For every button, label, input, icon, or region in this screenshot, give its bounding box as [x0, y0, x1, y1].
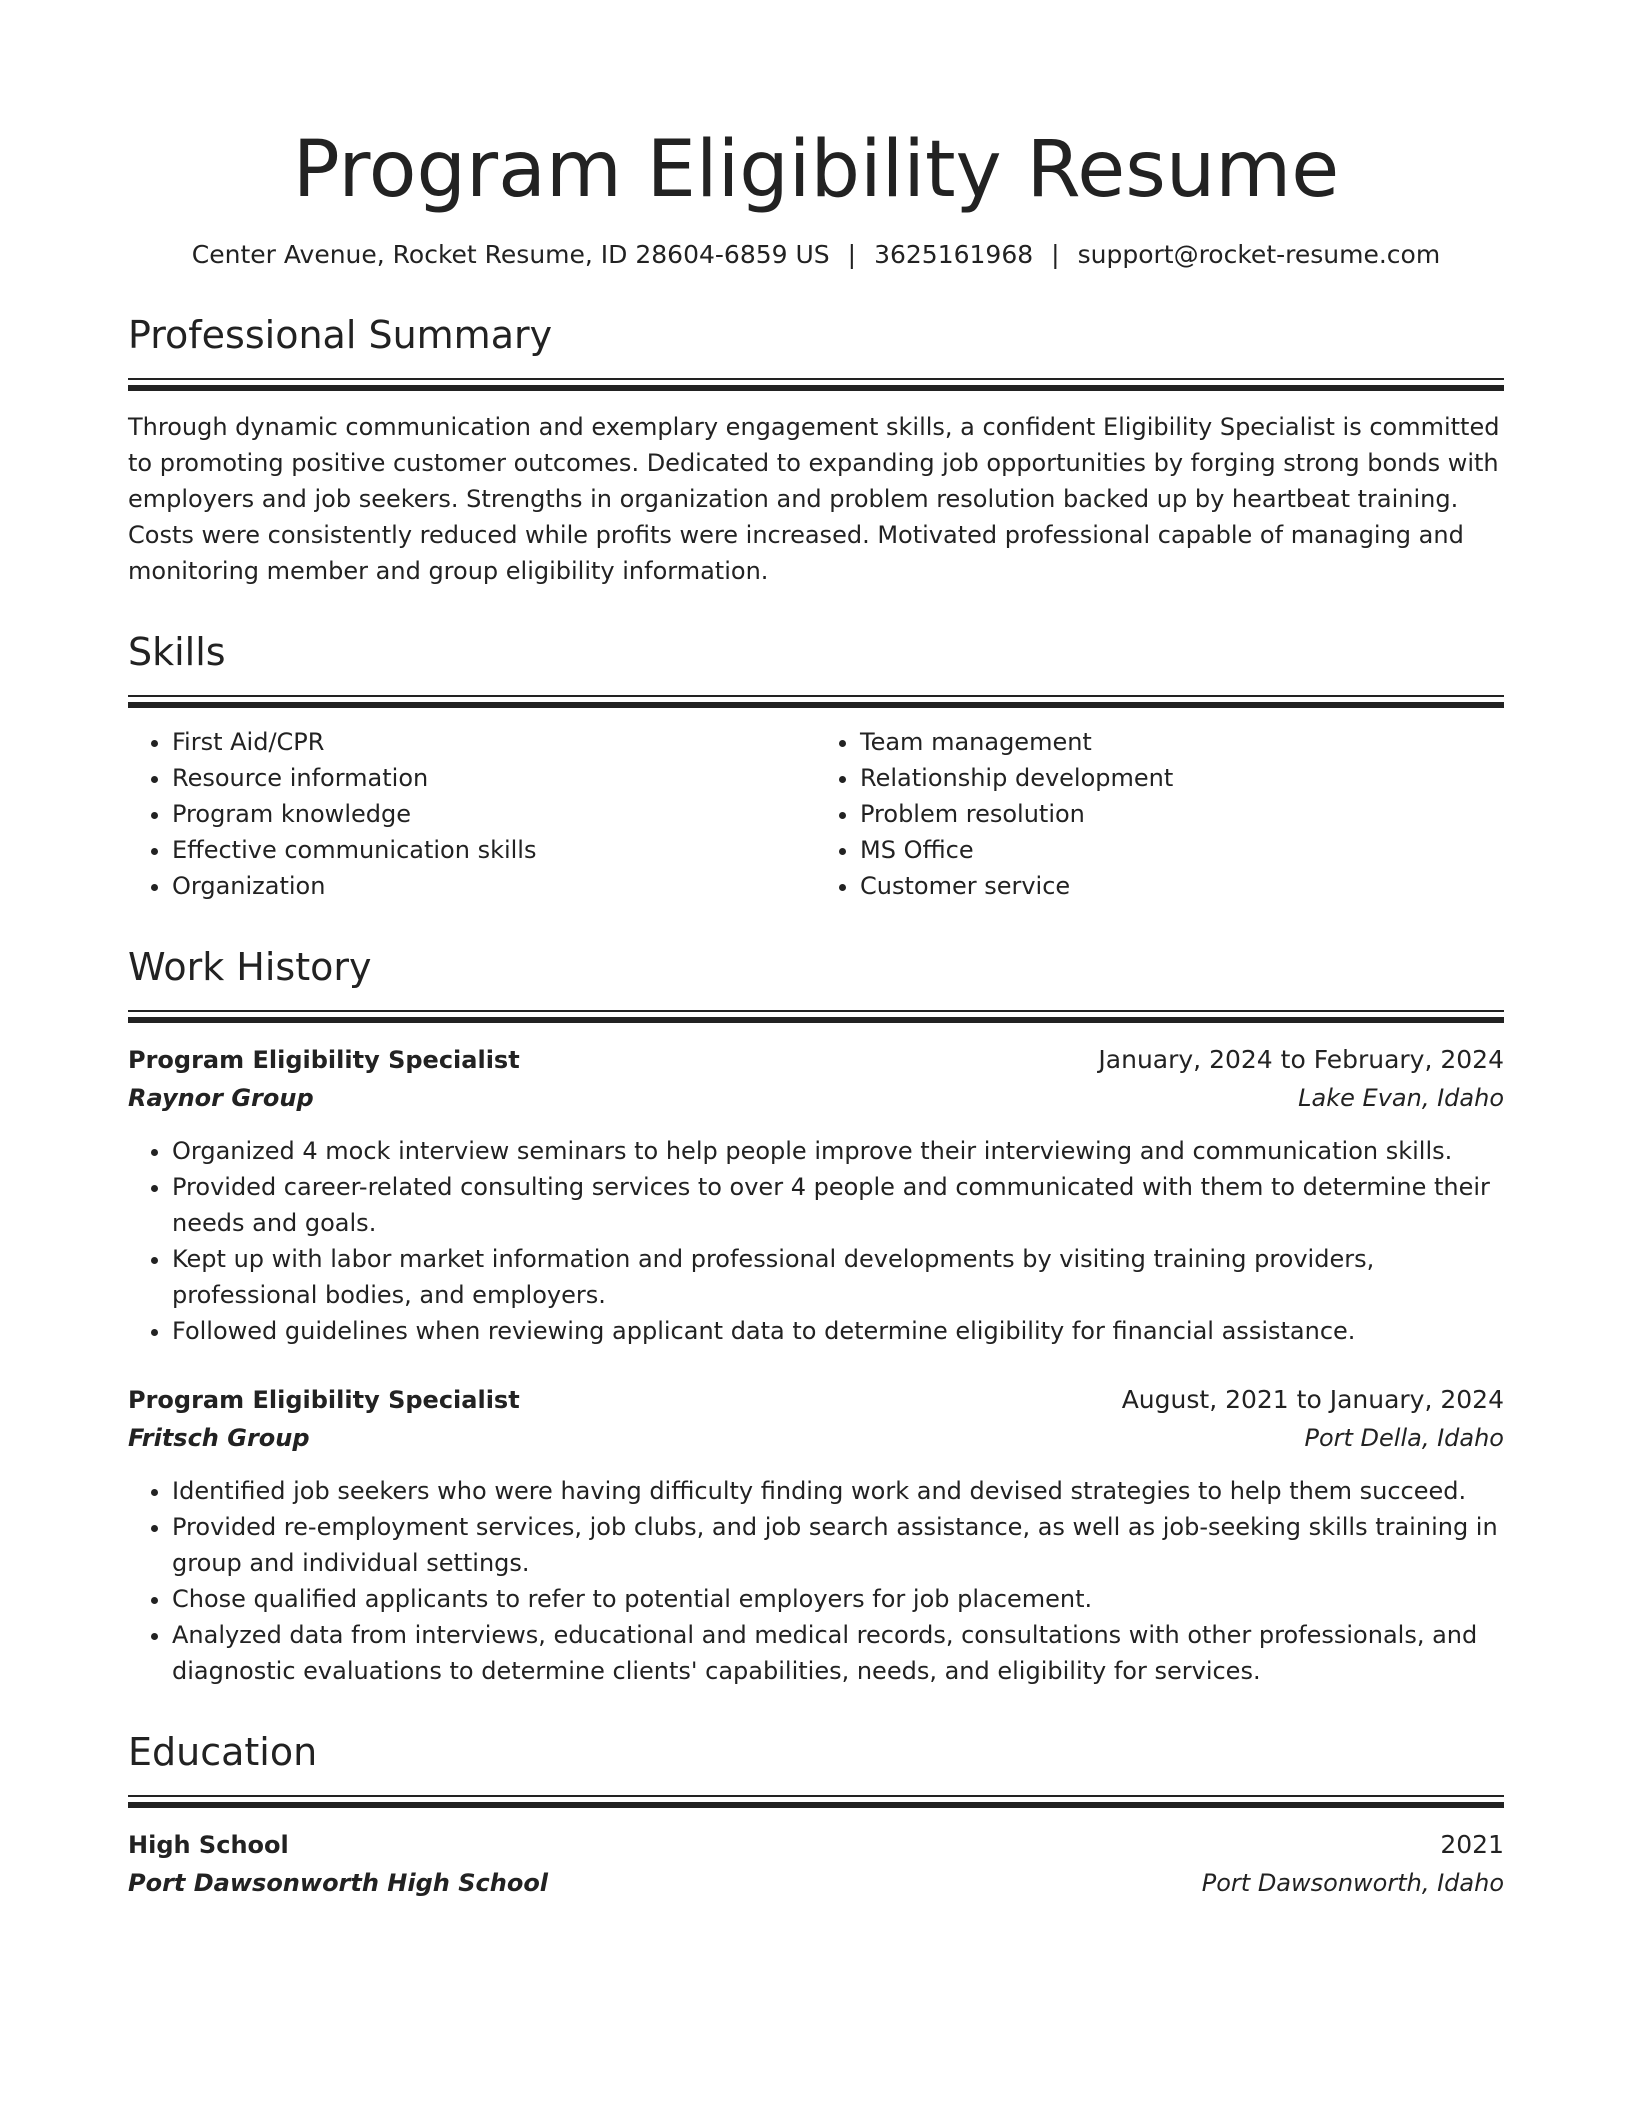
skills-section-header [128, 627, 1504, 708]
skill-item: • Effective communication skills [172, 832, 816, 868]
resume-name: Program Eligibility Resume [292, 125, 1340, 215]
contact-separator: | [847, 240, 857, 269]
summary-section-title: Professional Summary [128, 313, 553, 357]
job-company: Fritsch Group [128, 1424, 310, 1452]
section-divider [128, 378, 1504, 391]
education-section-title: Education [128, 1730, 318, 1774]
contact-line [128, 238, 1504, 272]
job-header-row [128, 1041, 1504, 1079]
education-header-row [128, 1826, 1504, 1864]
skills-column-left [128, 724, 816, 904]
skill-item: • Organization [172, 868, 816, 904]
job-bullet: • Kept up with labor market information and professional developments by visiting training providers, professional bodies, and employers. [172, 1241, 1504, 1313]
skills-section-title: Skills [128, 630, 226, 674]
summary-text: Through dynamic communication and exemplary engagement skills, a confident Eligibility Specialist is committed to promoting positive customer outcomes. Dedicated to expanding job opportunities by forging strong bonds with employers and job seekers. Strengths in organization and problem resolution backed up by heartbeat training. Costs were consistently reduced while profits were increased. Motivated professional capable of managing and monitoring member and group eligibility information. [128, 413, 1500, 585]
job-company-row [128, 1079, 1504, 1117]
contact-phone: 3625161968 [874, 240, 1034, 269]
job-bullet: • Provided career-related consulting services to over 4 people and communicated with them to determine their needs and goals. [172, 1169, 1504, 1241]
skill-item: • Team management [860, 724, 1504, 760]
contact-separator: | [1051, 240, 1060, 269]
section-divider [128, 1010, 1504, 1023]
job-company-row [128, 1419, 1504, 1457]
job-bullets [128, 1473, 1504, 1689]
skill-item: • Program knowledge [172, 796, 816, 832]
job-entry [128, 1381, 1504, 1689]
education-location: Port Dawsonworth, Idaho [1201, 1869, 1504, 1897]
contact-email: support@rocket-resume.com [1077, 240, 1441, 269]
skills-column-right [816, 724, 1504, 904]
job-bullet: • Identified job seekers who were having difficulty finding work and devised strategies to help them succeed. [172, 1473, 1504, 1509]
job-bullet: • Organized 4 mock interview seminars to help people improve their interviewing and communication skills. [172, 1133, 1504, 1169]
job-header-row [128, 1381, 1504, 1419]
work-section-title: Work History [128, 945, 372, 989]
job-bullet: • Provided re-employment services, job clubs, and job search assistance, as well as job-seeking skills training in group and individual settings. [172, 1509, 1504, 1581]
skill-item: • Resource information [172, 760, 816, 796]
skill-item: • Customer service [860, 868, 1504, 904]
skill-item: • First Aid/CPR [172, 724, 816, 760]
summary-section-header [128, 310, 1504, 391]
education-degree: High School [128, 1831, 289, 1859]
education-section-header [128, 1727, 1504, 1808]
education-entry [128, 1826, 1504, 1902]
work-section-header [128, 942, 1504, 1023]
job-location: Lake Evan, Idaho [1298, 1084, 1504, 1112]
job-title: Program Eligibility Specialist [128, 1386, 520, 1414]
job-entry [128, 1041, 1504, 1349]
education-year: 2021 [1440, 1830, 1504, 1859]
skills-list [128, 724, 1504, 904]
job-title: Program Eligibility Specialist [128, 1046, 520, 1074]
job-company: Raynor Group [128, 1084, 314, 1112]
job-bullets [128, 1133, 1504, 1349]
skill-item: • Problem resolution [860, 796, 1504, 832]
education-school-row [128, 1864, 1504, 1902]
job-bullet: • Chose qualified applicants to refer to potential employers for job placement. [172, 1581, 1504, 1617]
section-divider [128, 695, 1504, 708]
contact-address: Center Avenue, Rocket Resume, ID 28604-6859 US [191, 240, 830, 269]
skill-item: • Relationship development [860, 760, 1504, 796]
job-dates: January, 2024 to February, 2024 [1098, 1045, 1504, 1074]
section-divider [128, 1795, 1504, 1808]
education-school: Port Dawsonworth High School [128, 1869, 549, 1897]
job-dates: August, 2021 to January, 2024 [1121, 1385, 1504, 1414]
skill-item: • MS Office [860, 832, 1504, 868]
job-bullet: • Analyzed data from interviews, educational and medical records, consultations with other professionals, and diagnostic evaluations to determine clients' capabilities, needs, and eligibility for services. [172, 1617, 1504, 1689]
job-bullet: • Followed guidelines when reviewing applicant data to determine eligibility for financial assistance. [172, 1313, 1504, 1349]
job-location: Port Della, Idaho [1304, 1424, 1504, 1452]
